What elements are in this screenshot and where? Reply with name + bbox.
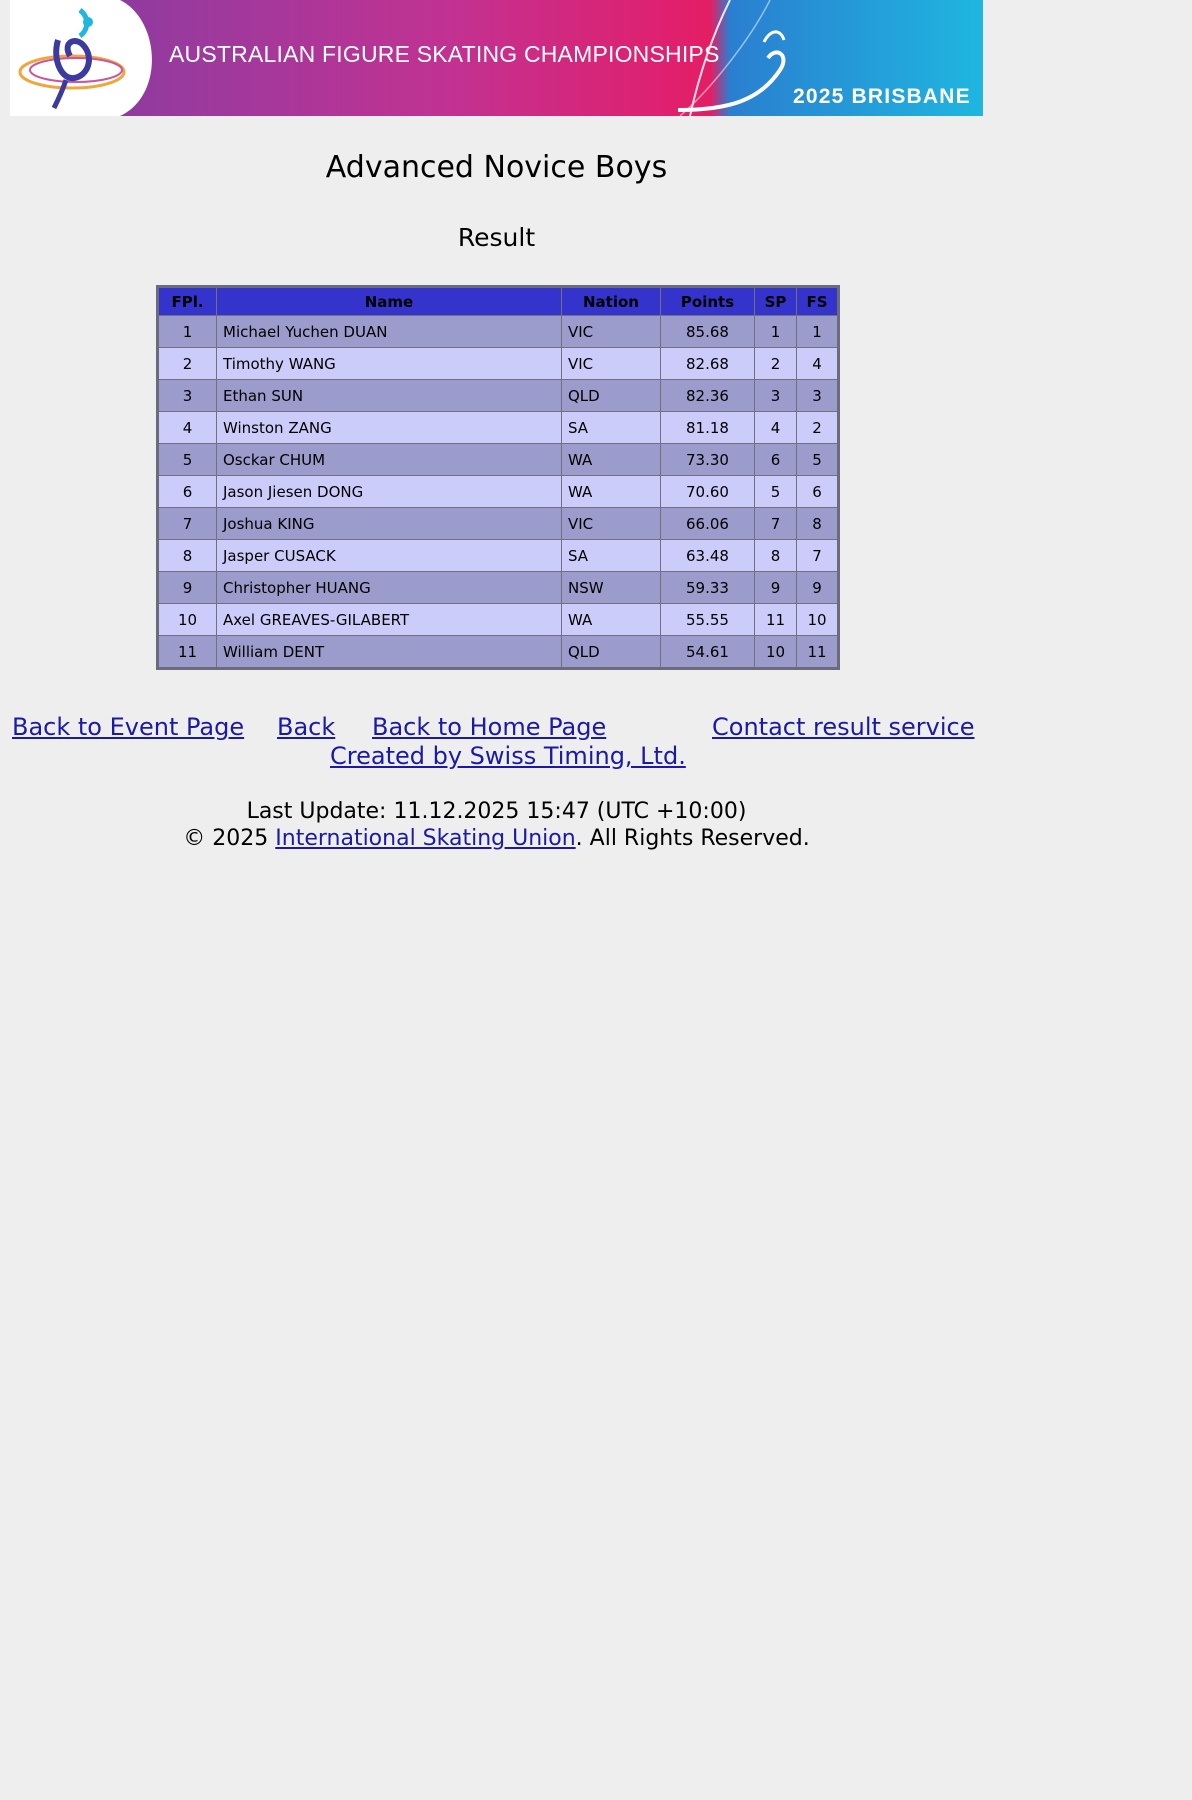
nation-code: WA: [568, 450, 593, 469]
table-row[interactable]: [158, 476, 839, 508]
cell-fs: 3: [797, 380, 839, 412]
cell-sp: 6: [755, 444, 797, 476]
cell-fs: 7: [797, 540, 839, 572]
cell-nation: [562, 572, 661, 604]
nation-code: SA: [568, 418, 589, 437]
cell-points: 81.18: [661, 412, 755, 444]
cell-name[interactable]: [217, 380, 562, 412]
cell-sp: 5: [755, 476, 797, 508]
table-row[interactable]: [158, 572, 839, 604]
cell-fs: 2: [797, 412, 839, 444]
cell-sp: 10: [755, 636, 797, 669]
skater-name[interactable]: Christopher HUANG: [223, 578, 371, 597]
table-row[interactable]: [158, 604, 839, 636]
nation-code: WA: [568, 610, 593, 629]
cell-fs: 11: [797, 636, 839, 669]
nation-code: QLD: [568, 642, 600, 661]
cell-fs: 9: [797, 572, 839, 604]
cell-name[interactable]: [217, 636, 562, 669]
cell-sp: 1: [755, 316, 797, 348]
skater-name[interactable]: Osckar CHUM: [223, 450, 326, 469]
cell-points: 70.60: [661, 476, 755, 508]
banner-title: AUSTRALIAN FIGURE SKATING CHAMPIONSHIPS: [169, 41, 720, 67]
header-nation: Nation: [562, 287, 661, 316]
cell-nation: [562, 412, 661, 444]
result-subtitle: Result: [457, 223, 536, 252]
header-points: Points: [661, 287, 755, 316]
nation-code: VIC: [568, 322, 594, 341]
nation-code: SA: [568, 546, 589, 565]
table-row[interactable]: [158, 444, 839, 476]
header-fpl: FPl.: [158, 287, 217, 316]
cell-sp: 2: [755, 348, 797, 380]
cell-nation: [562, 636, 661, 669]
results-table: [156, 285, 840, 670]
nation-code: NSW: [568, 578, 604, 597]
nation-code: VIC: [568, 354, 594, 373]
table-row[interactable]: [158, 412, 839, 444]
cell-points: 73.30: [661, 444, 755, 476]
cell-points: 54.61: [661, 636, 755, 669]
cell-nation: [562, 444, 661, 476]
cell-points: 85.68: [661, 316, 755, 348]
cell-sp: 9: [755, 572, 797, 604]
skater-name[interactable]: Axel GREAVES-GILABERT: [223, 610, 410, 629]
skater-name[interactable]: Jasper CUSACK: [223, 546, 336, 565]
header-fs: FS: [797, 287, 839, 316]
cell-name[interactable]: [217, 316, 562, 348]
cell-nation: [562, 316, 661, 348]
cell-fpl: 3: [158, 380, 217, 412]
cell-fpl: 6: [158, 476, 217, 508]
cell-fs: 6: [797, 476, 839, 508]
cell-name[interactable]: [217, 604, 562, 636]
cell-fs: 10: [797, 604, 839, 636]
cell-fpl: 10: [158, 604, 217, 636]
contact-result-service-link[interactable]: Contact result service: [712, 713, 975, 741]
cell-sp: 4: [755, 412, 797, 444]
table-row[interactable]: [158, 316, 839, 348]
skater-logo-icon: [10, 0, 160, 116]
cell-fpl: 7: [158, 508, 217, 540]
cell-name[interactable]: [217, 412, 562, 444]
cell-points: 82.36: [661, 380, 755, 412]
table-row[interactable]: [158, 348, 839, 380]
table-header-row: [158, 287, 839, 316]
back-to-event-link[interactable]: Back to Event Page: [12, 713, 245, 741]
table-row[interactable]: [158, 636, 839, 669]
skater-name[interactable]: Ethan SUN: [223, 386, 304, 405]
copyright-text: [10, 826, 983, 851]
skater-name[interactable]: Michael Yuchen DUAN: [223, 322, 388, 341]
cell-fpl: 9: [158, 572, 217, 604]
cell-points: 82.68: [661, 348, 755, 380]
cell-name[interactable]: [217, 508, 562, 540]
cell-sp: 3: [755, 380, 797, 412]
cell-fs: 4: [797, 348, 839, 380]
nation-code: QLD: [568, 386, 600, 405]
header-name: Name: [217, 287, 562, 316]
table-row[interactable]: [158, 380, 839, 412]
cell-nation: [562, 508, 661, 540]
cell-fs: 1: [797, 316, 839, 348]
skater-name[interactable]: Timothy WANG: [223, 354, 336, 373]
back-to-home-link[interactable]: Back to Home Page: [372, 713, 607, 741]
cell-fs: 5: [797, 444, 839, 476]
cell-fpl: 1: [158, 316, 217, 348]
skater-name[interactable]: Winston ZANG: [223, 418, 332, 437]
nation-code: WA: [568, 482, 593, 501]
table-row[interactable]: [158, 508, 839, 540]
skater-name[interactable]: Joshua KING: [223, 514, 315, 533]
cell-sp: 8: [755, 540, 797, 572]
isu-link[interactable]: International Skating Union: [275, 826, 576, 851]
cell-name[interactable]: [217, 444, 562, 476]
banner-year-city: 2025 BRISBANE: [793, 85, 971, 108]
copyright-suffix: . All Rights Reserved.: [575, 826, 810, 851]
cell-fpl: 5: [158, 444, 217, 476]
cell-fpl: 8: [158, 540, 217, 572]
cell-nation: [562, 380, 661, 412]
skater-name[interactable]: Jason Jiesen DONG: [223, 482, 364, 501]
back-link[interactable]: Back: [277, 713, 336, 741]
cell-fpl: 2: [158, 348, 217, 380]
last-update-text: Last Update: 11.12.2025 15:47 (UTC +10:00): [246, 799, 747, 824]
created-by-link[interactable]: Created by Swiss Timing, Ltd.: [330, 742, 686, 770]
nation-code: VIC: [568, 514, 594, 533]
header-sp: SP: [755, 287, 797, 316]
cell-name[interactable]: [217, 572, 562, 604]
cell-points: 55.55: [661, 604, 755, 636]
cell-name[interactable]: [217, 476, 562, 508]
cell-nation: [562, 476, 661, 508]
cell-nation: [562, 540, 661, 572]
cell-sp: 7: [755, 508, 797, 540]
cell-fs: 8: [797, 508, 839, 540]
table-row[interactable]: [158, 540, 839, 572]
cell-sp: 11: [755, 604, 797, 636]
cell-points: 66.06: [661, 508, 755, 540]
event-title: Advanced Novice Boys: [325, 150, 668, 185]
cell-name[interactable]: [217, 540, 562, 572]
cell-fpl: 11: [158, 636, 217, 669]
copyright-prefix: © 2025: [183, 826, 276, 851]
cell-name[interactable]: [217, 348, 562, 380]
skater-name[interactable]: William DENT: [223, 642, 325, 661]
cell-nation: [562, 348, 661, 380]
cell-nation: [562, 604, 661, 636]
cell-points: 59.33: [661, 572, 755, 604]
cell-fpl: 4: [158, 412, 217, 444]
cell-points: 63.48: [661, 540, 755, 572]
championship-banner: [10, 0, 983, 116]
